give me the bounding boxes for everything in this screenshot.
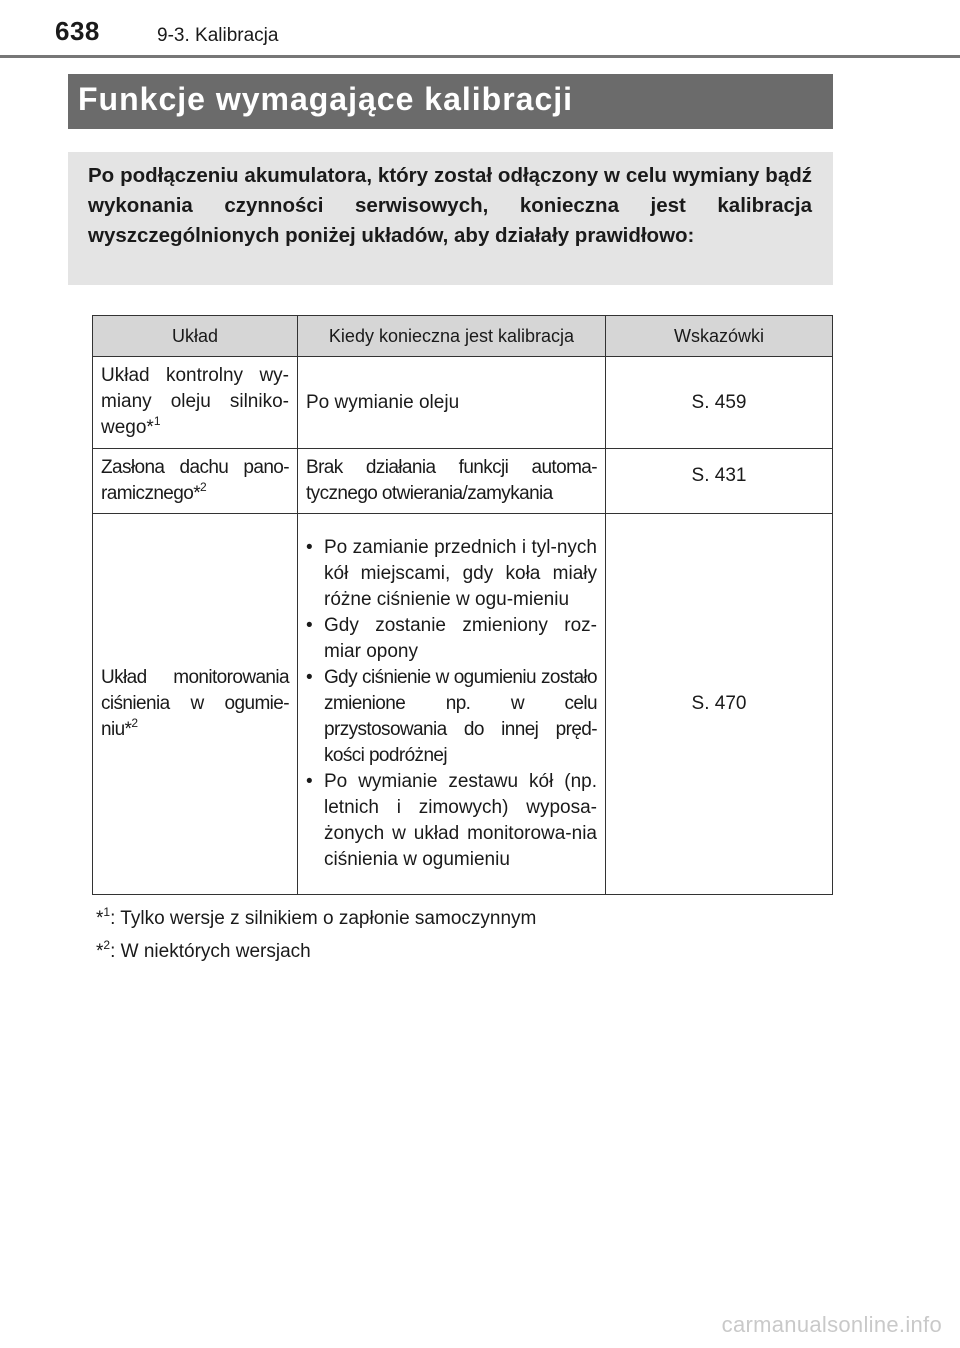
column-header-system: Układ	[93, 316, 298, 357]
cell-when	[298, 514, 606, 895]
page-reference: S. 470	[691, 693, 747, 714]
page-reference: S. 431	[691, 465, 747, 486]
page-reference: S. 459	[691, 391, 747, 413]
column-header-when: Kiedy konieczna jest kalibracja	[298, 316, 606, 357]
footnote-1: *$^1$: Tylko wersje z silnikiem o zapłonie samoczynnym	[96, 905, 537, 929]
list-item: • Gdy zostanie zmieniony roz-miar opony	[306, 615, 597, 662]
bullet-icon: •	[306, 537, 313, 558]
when-text: Brak działania funkcji automa-tycznego otwierania/zamykania	[306, 457, 597, 504]
bullet-icon: •	[306, 615, 313, 636]
when-text: Po wymianie oleju	[306, 391, 460, 413]
system-name: Układ kontrolny wy-miany oleju silniko-wego*	[101, 365, 289, 438]
watermark: carmanualsonline.info	[721, 1312, 942, 1337]
footnote-ref: 2	[200, 480, 207, 494]
page-header	[0, 0, 960, 60]
table-row	[93, 449, 833, 514]
bullet-icon: •	[306, 667, 313, 688]
section-title-bar	[68, 74, 833, 129]
cell-reference	[606, 514, 833, 895]
cell-system	[93, 449, 298, 514]
intro-box	[68, 152, 833, 285]
footnote-2: *$^2$: W niektórych wersjach	[96, 938, 311, 962]
header-rule	[0, 55, 960, 58]
list-item: • Gdy ciśnienie w ogumieniu zostało zmienione np. w celu przystosowania do innej pręd-kości podróżnej	[306, 667, 597, 766]
footnote-text: : W niektórych wersjach	[110, 941, 311, 962]
footnote-ref: 2	[131, 716, 138, 730]
table-row	[93, 357, 833, 449]
table-header-row	[93, 316, 833, 357]
cell-reference	[606, 449, 833, 514]
footnote-ref: 1	[153, 414, 161, 428]
footnote-text: : Tylko wersje z silnikiem o zapłonie samoczynnym	[110, 908, 537, 929]
column-header-reference: Wskazówki	[606, 316, 833, 357]
bullet-icon: •	[306, 771, 313, 792]
condition-list	[306, 535, 597, 873]
chapter-title: 9-3. Kalibracja	[157, 25, 279, 46]
section-title: Funkcje wymagające kalibracji	[78, 81, 574, 117]
system-name: Układ monitorowania ciśnienia w ogumie-niu*	[101, 667, 289, 740]
cell-system	[93, 357, 298, 449]
list-item: • Po wymianie zestawu kół (np. letnich i zimowych) wyposa-żonych w układ monitorowa-nia ciśnienia w ogumieniu	[306, 771, 597, 870]
page-number: 638	[55, 16, 100, 46]
calibration-table	[92, 315, 833, 895]
cell-when	[298, 449, 606, 514]
system-name: Zasłona dachu pano-ramicznego*	[101, 457, 289, 504]
list-item: • Po zamianie przednich i tyl-nych kół miejscami, gdy koła miały różne ciśnienie w ogu-mieniu	[306, 537, 597, 610]
table-row	[93, 514, 833, 895]
cell-when	[298, 357, 606, 449]
cell-reference	[606, 357, 833, 449]
cell-system	[93, 514, 298, 895]
footnotes	[96, 902, 536, 968]
intro-text: Po podłączeniu akumulatora, który został odłączony w celu wymiany bądź wykonania czynności serwisowych, konieczna jest kalibracja wyszczególnionych poniżej układów, aby działały prawidłowo:	[88, 164, 812, 247]
